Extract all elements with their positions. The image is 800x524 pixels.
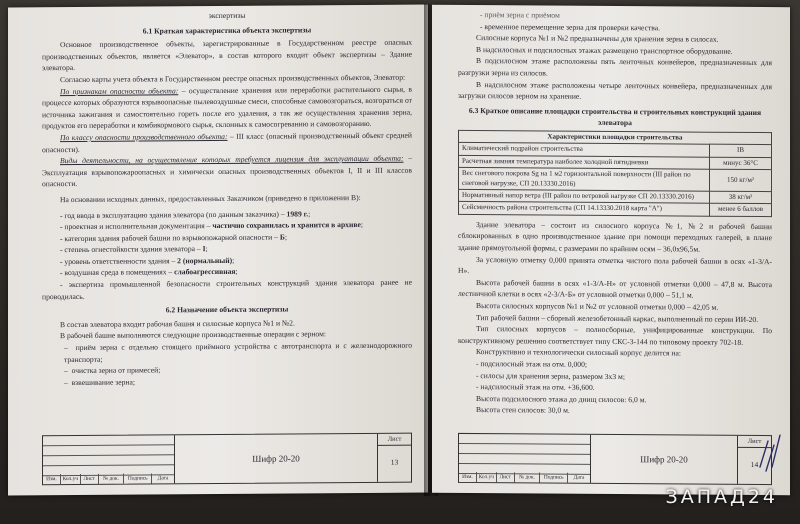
- activity-paragraph: [42, 153, 412, 190]
- table-title: Характеристики площадки строительства: [459, 130, 772, 145]
- class-paragraph: [42, 130, 412, 156]
- sheet-cell: [737, 436, 771, 484]
- page-number: 14: [750, 459, 759, 470]
- list-item: - силосы для хранения зерна, размером 3х3 м;: [476, 370, 625, 381]
- page-number: 13: [390, 457, 399, 467]
- document-code: Шифр 20-20: [252, 453, 300, 464]
- hazard-paragraph: [42, 83, 412, 132]
- revision-labels: Изм. Кол.уч Лист № док. Подпись Дата: [43, 473, 174, 484]
- intro-paragraph: Основное производственное объекты, зарегистрированные в Государственном реестре опасных производственных объектов, является «Элеватор», в состав которого входит объект экспертизы – Здание элеватора.: [42, 37, 412, 73]
- list-item: - временное перемещение зерна для проверки качества.: [480, 21, 661, 32]
- list-item: – приём зерна с отдельно стоящего приёмного устройства с автотранспорта и с железнодорожного транспорта;: [64, 340, 412, 364]
- s2-paragraph-1: В состав элеватора входит рабочая башня и силосные корпуса №1 и №2.: [60, 318, 295, 329]
- source-data-list: [42, 207, 412, 302]
- table-row: Климатический подрайон строительства IВ: [459, 143, 772, 158]
- list-item: - проектная и исполнительная документация – частично сохранилась и хранится в архиве;: [60, 220, 363, 232]
- title-block-stamp: [458, 433, 772, 485]
- table-row: Сейсмичность района строительства (СП 14.13330.2018 карта "А") менее 6 баллов: [459, 202, 772, 217]
- list-item: - надсилосный этаж на отм. +36,600.: [476, 382, 595, 392]
- table-row: Нормативный напор ветра (III район по ветровой нагрузке СП 20.13330.2016) 38 кг/м²: [459, 189, 772, 204]
- paragraph: Здание элеватора – состоит из силосного корпуса №1, №2 и рабочей башни сблокированных в одно производственное здание при помощи переходных галерей, в плане здание прямоугольной формы, с размерами по крайним осям – 36,0х96,5м.: [458, 219, 772, 254]
- site-characteristics-table: [458, 130, 772, 217]
- revision-grid: [459, 434, 591, 483]
- sheet-label: Лист: [738, 436, 771, 448]
- document-page-13: [8, 5, 428, 496]
- revision-labels: Изм. Кол.уч Лист № док. Подпись Дата: [459, 472, 590, 483]
- paragraph: Высота подсилосного этажа до днищ силосов: 6,0 м.: [476, 393, 647, 404]
- paragraph: Тип рабочей башни – сборный железобетонный каркас, выполненный по серии ИИ-20.: [476, 312, 759, 324]
- hazard-label: По признакам опасности объекта:: [60, 85, 179, 96]
- section-heading-6-3: 6.3 Краткое описание площадки строительства и строительных конструкций здания элеватора: [468, 105, 762, 128]
- list-item: - воздушная среда в помещениях – слабоагрессивная;: [60, 267, 238, 278]
- basis-paragraph: На основании исходных данных, предоставленных Заказчиком (приведено в приложении В):: [60, 192, 361, 205]
- activity-text: – Эксплуатация взрывопожароопасных и химически опасных производственных объектов I, II и III классов опасности.: [42, 153, 412, 189]
- sheet-cell: [377, 434, 411, 482]
- list-item: - экспертиза промышленной безопасности строительных конструкций здания элеватора ранее не проводилась.: [42, 277, 412, 301]
- paragraph: Силосные корпуса №1 и №2 предназначены для хранения зерна в силосах.: [476, 33, 719, 44]
- section-heading-6-1: 6.1 Краткая характеристика объекта экспертизы: [142, 24, 312, 36]
- class-label: По классу опасности производственного объекта:: [60, 131, 228, 143]
- section-heading-6-2: 6.2 Назначение объекта экспертизы: [165, 304, 289, 315]
- page-14-text: [458, 9, 772, 418]
- list-item: - подсилосный этаж на отм. 0,000;: [476, 358, 587, 369]
- list-item: - уровень ответственности здания – 2 (нормальный);: [60, 255, 235, 266]
- registry-paragraph: Согласно карты учета объекта в Государственном реестре опасных производственных объектов, Элеватор:: [60, 72, 406, 85]
- paragraph: Тип силосных корпусов – полносборные, унифицированные конструкции. По конструктивному решению соответствует типу СКС-3-144 по типовому проекту 702-18.: [458, 324, 772, 347]
- paragraph: В надсилосном этаже расположены четыре ленточных конвейера, предназначенных для загрузки силосов зерном на хранение.: [458, 79, 772, 101]
- list-item: - приём зерна с приёмом: [480, 10, 560, 20]
- hazard-text: – осуществление хранения или переработки растительного сырья, в процессе которых образуются взрывоопасные пылевоздушные смеси, способные самовозгораться, возгораться от источника зажигания и самостоятельно гореть после его удаления, а так же осуществления хранения зерна, продуктов его переработки и комбикормового сырья, склонных к самосогреванию и самовозгоранию.: [42, 84, 412, 131]
- sheet-label: Лист: [378, 434, 411, 446]
- class-text: – III класс (опасный производственный объект средней опасности).: [42, 130, 412, 154]
- paragraph: В надсилосных и подсилосных этажах размещено транспортное оборудование.: [476, 44, 733, 56]
- list-item: – взвешивание зерна;: [64, 377, 135, 387]
- list-item: – очистка зерна от примесей;: [64, 365, 161, 376]
- table-row: Вес снегового покрова Sg на 1 м2 горизонтальной поверхности (III район по снеговой нагрузке, СП 20.13330.2016) 150 кг/м²: [459, 168, 772, 192]
- activity-label: Виды деятельности, на осуществление которых требуется лицензия для эксплуатации объекта:: [60, 153, 404, 166]
- list-item: - год ввода в эксплуатацию здания элеватора (по данным заказчика) – 1989 г.;: [60, 208, 311, 220]
- list-item: - категория здания рабочей башни по взрывопожарной опасности – Б;: [60, 232, 287, 243]
- document-page-14: [432, 5, 790, 495]
- paragraph: Высота рабочей башни в осях «1-3/А-Н» от условной отметки 0,000 – 47,8 м. Высота лестничной клетки в осях «2-3/А-Б» от условной отметки 0,000 – 51,1 м.: [458, 277, 772, 300]
- document-code: Шифр 20-20: [640, 454, 688, 465]
- title-block-stamp: [42, 433, 412, 486]
- top-heading-fragment: экспертизы: [208, 10, 246, 21]
- page-13-text: [42, 9, 412, 389]
- revision-grid: [43, 435, 175, 484]
- paragraph: Высота силосных корпусов №1 и №2 от условной отметки 0,000 – 42,05 м.: [476, 300, 719, 312]
- paragraph: В подсилосном этаже расположены пять ленточных конвейеров, предназначенных для разгрузки зерна из силосов.: [458, 56, 772, 78]
- paragraph: Конструктивно и технологически силосный корпус делится на:: [476, 347, 681, 358]
- paragraph: Высота стен силосов: 30,0 м.: [476, 405, 570, 415]
- paragraph: За условную отметку 0,000 принята отметка чистого пола рабочей башни в осях «1-3/А-Н».: [458, 254, 772, 276]
- s2-paragraph-2: В рабочей башне выполняются следующие производственные операции с зерном:: [60, 329, 326, 341]
- watermark-logo: ЗАПАД24: [665, 486, 778, 508]
- table-row: Расчетная зимняя температура наиболее холодной пятидневки минус 36°С: [459, 155, 772, 170]
- list-item: - степень огнестойкости здания элеватора – I;: [60, 244, 208, 255]
